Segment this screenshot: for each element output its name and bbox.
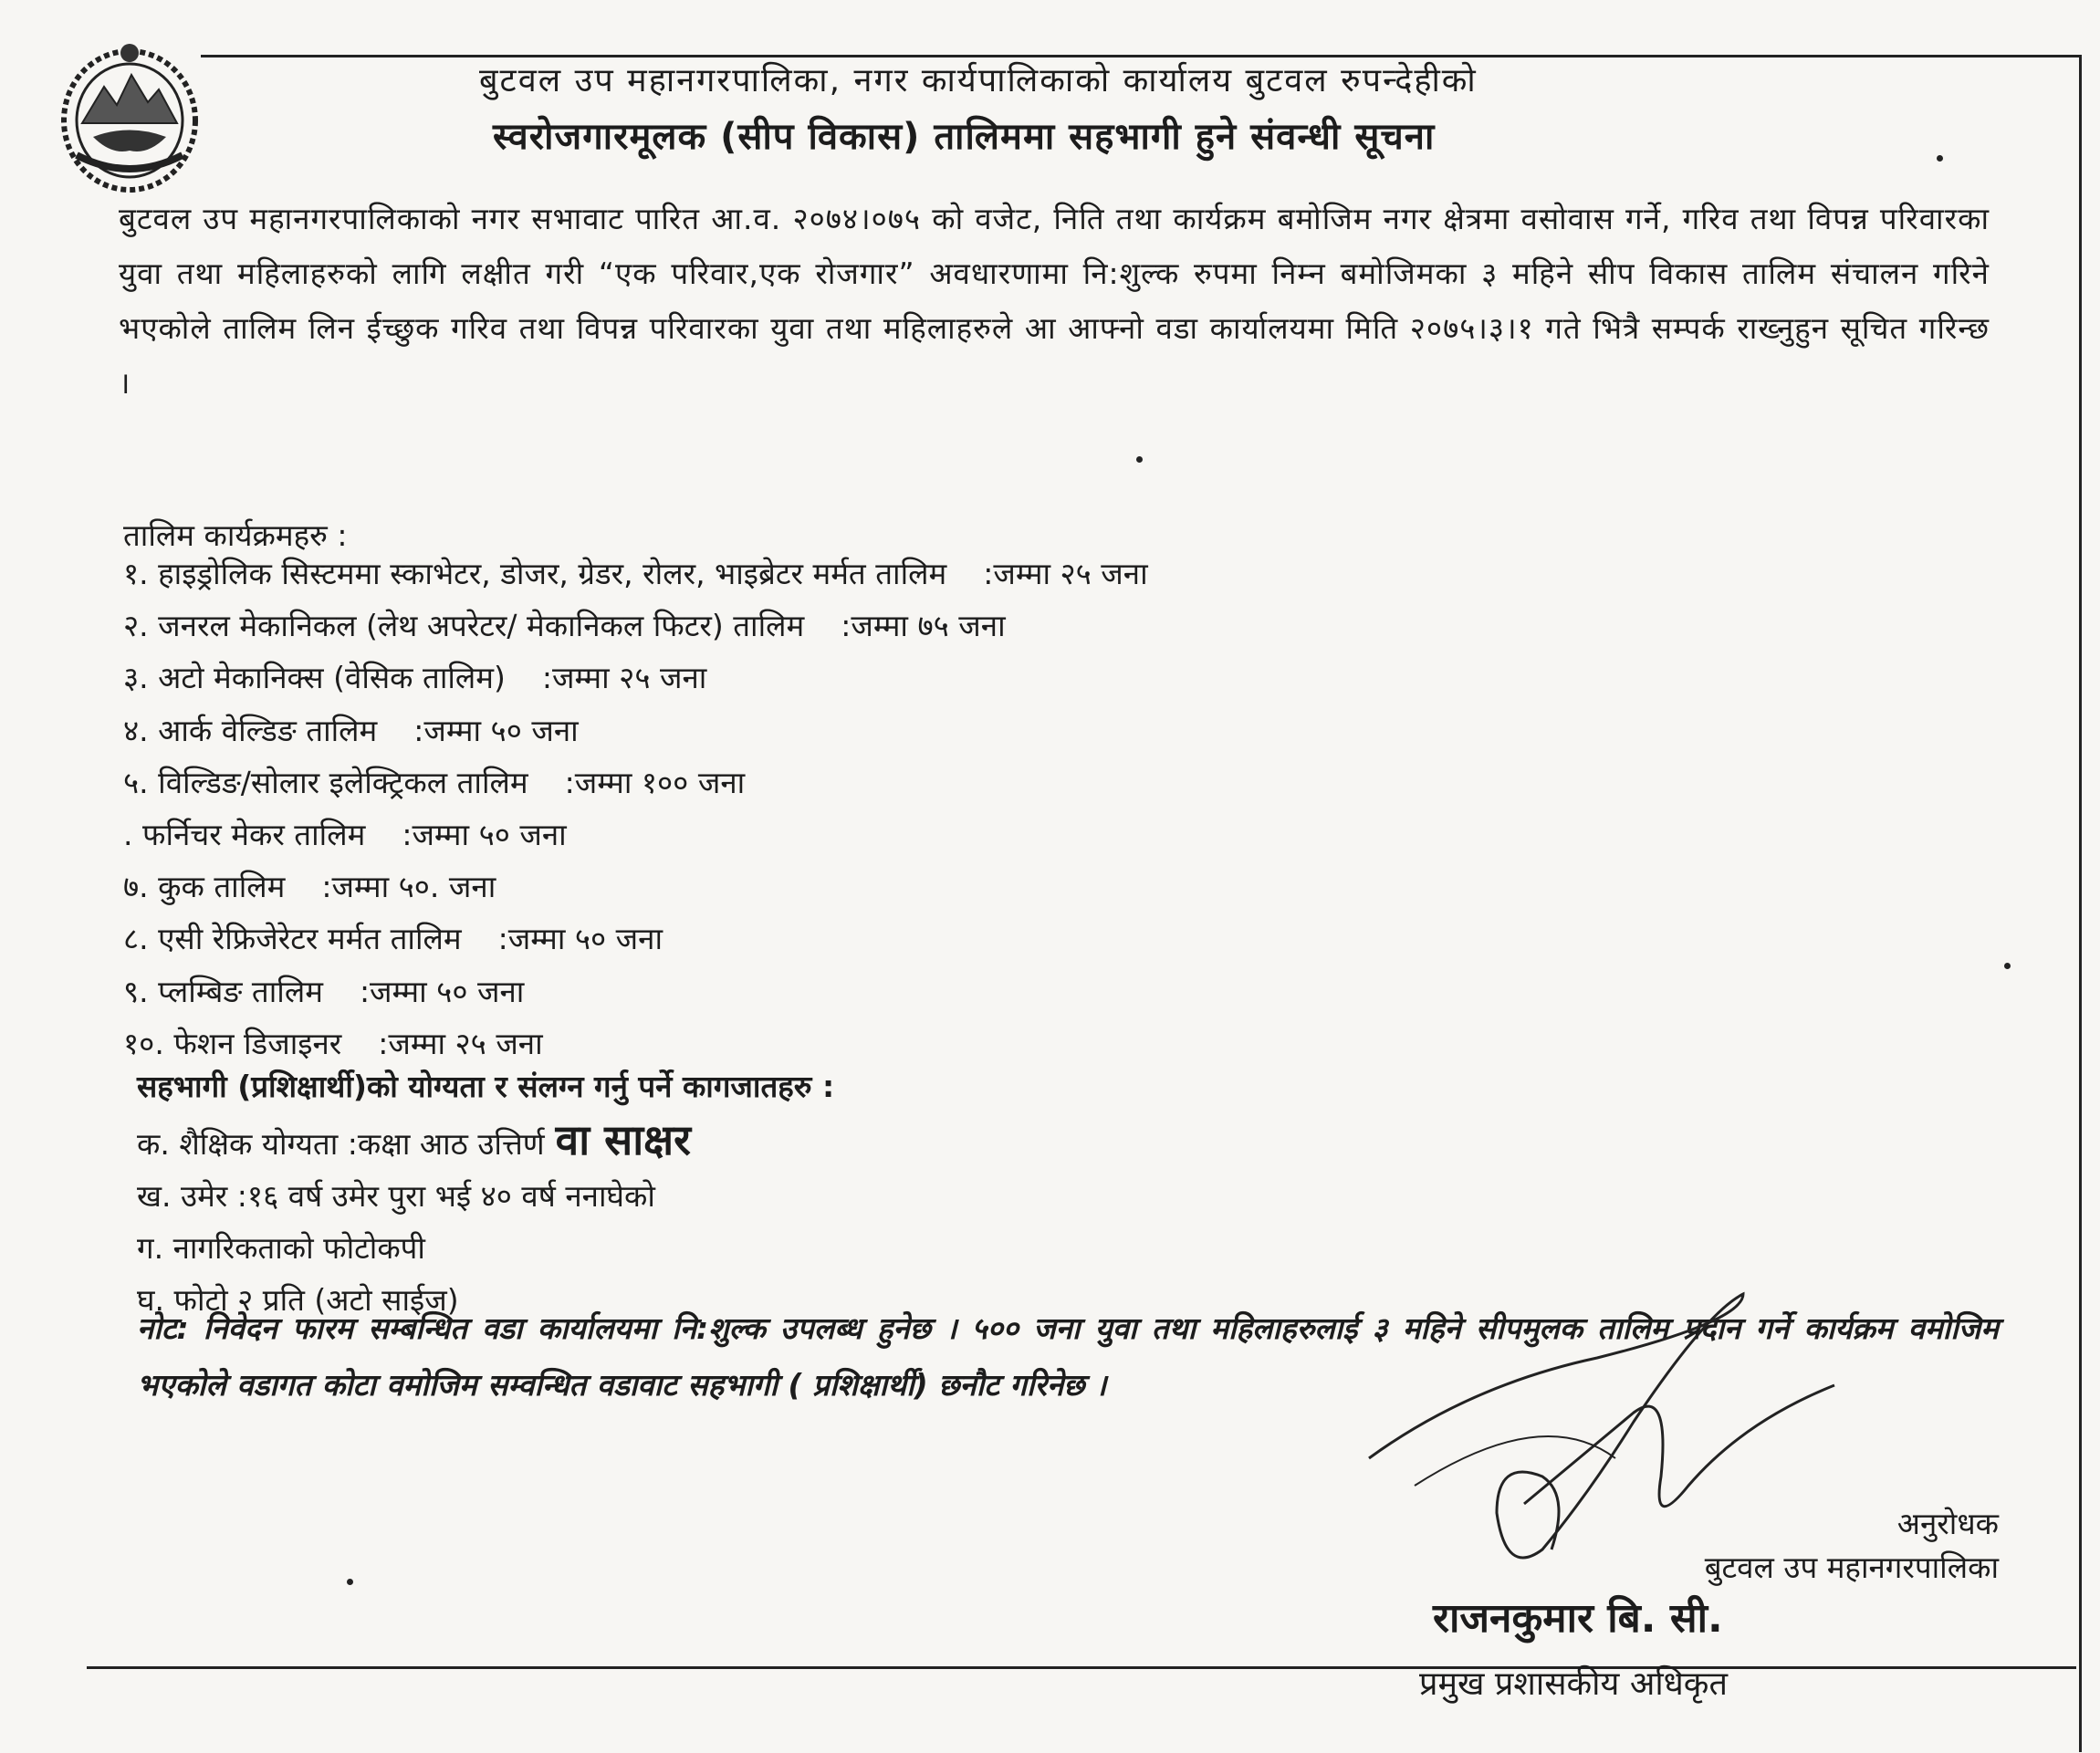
item-number: ४.	[123, 712, 149, 748]
header-office-line: बुटवल उप महानगरपालिका, नगर कार्यपालिकाको कार्यालय बुटवल रुपन्देहीको	[479, 62, 1478, 99]
speck	[2004, 963, 2011, 969]
program-count: :जम्मा २५ जना	[378, 1025, 543, 1061]
list-item	[123, 600, 1148, 652]
list-item	[123, 861, 1148, 913]
program-count: :जम्मा २५ जना	[983, 556, 1148, 591]
item-number: ८.	[123, 921, 149, 957]
program-count: :जम्मा ५० जना	[413, 712, 579, 748]
requirement-text: नागरिकताको फोटोकपी	[172, 1230, 425, 1266]
signoff-block	[1588, 1502, 1999, 1590]
program-count: :जम्मा १०० जना	[564, 764, 746, 800]
item-number: घ.	[137, 1282, 164, 1318]
requirements-list	[137, 1114, 691, 1326]
government-emblem-icon	[57, 37, 203, 196]
list-item	[137, 1170, 691, 1222]
program-name: कुक तालिम	[158, 869, 286, 905]
list-item	[123, 704, 1148, 757]
program-count: :जम्मा २५ जना	[541, 660, 707, 696]
program-name: हाइड्रोलिक सिस्टममा स्काभेटर, डोजर, ग्रेडर, रोलर, भाइब्रेटर मर्मत तालिम	[158, 556, 947, 591]
program-count: :जम्मा ५० जना	[359, 973, 525, 1009]
program-name: आर्क वेल्डिङ तालिम	[158, 712, 378, 748]
list-item	[123, 548, 1148, 600]
handwritten-addition: वा साक्षर	[555, 1115, 691, 1164]
item-number: ५.	[123, 764, 149, 800]
item-number: १०.	[123, 1025, 164, 1061]
program-name: फर्निचर मेकर तालिम	[142, 817, 366, 853]
right-rule	[2079, 55, 2082, 1752]
program-name: फेशन डिजाइनर	[173, 1025, 342, 1061]
speck	[1136, 456, 1143, 463]
speck	[347, 1579, 353, 1585]
item-number: ७.	[123, 869, 149, 905]
signatory-title: प्रमुख प्रशासकीय अधिकृत	[1419, 1665, 1728, 1703]
program-count: :जम्मा ७५ जना	[841, 608, 1006, 644]
item-number: ख.	[137, 1178, 172, 1214]
signoff-office: बुटवल उप महानगरपालिका	[1704, 1550, 1999, 1585]
item-number: ३.	[123, 660, 149, 696]
requirement-text: शैक्षिक योग्यता :कक्षा आठ उत्तिर्ण	[179, 1126, 545, 1162]
signatory-name: राजनकुमार बि. सी.	[1433, 1595, 1723, 1642]
list-item	[123, 809, 1148, 861]
list-item	[137, 1222, 691, 1274]
list-item	[123, 1017, 1148, 1070]
item-number: .	[123, 817, 133, 853]
speck	[1937, 155, 1943, 162]
requirements-heading: सहभागी (प्रशिक्षार्थी)को योग्यता र संलग्न गर्नु पर्ने कागजातहरु :	[137, 1069, 835, 1104]
programs-list	[123, 548, 1148, 1070]
intro-paragraph: बुटवल उप महानगरपालिकाको नगर सभावाट पारित आ.व. २०७४।०७५ को वजेट, निति तथा कार्यक्रम बमोजिम नगर क्षेत्रमा वसोवास गर्ने, गरिव तथा विपन्न परिवारका युवा तथा महिलाहरुको लागि लक्षीत गरी “एक परिवार,एक रोजगार” अवधारणामा नि:शुल्क रुपमा निम्न बमोजिमका ३ महिने सीप विकास तालिम संचालन गरिने भएकोले तालिम लिन ईच्छुक गरिव तथा विपन्न परिवारका युवा तथा महिलाहरुले आ आफ्नो वडा कार्यालयमा मिति २०७५।३।१ गते भित्रै सम्पर्क राख्नुहुन सूचित गरिन्छ ।	[119, 201, 1990, 401]
program-name: एसी रेफ्रिजेरेटर मर्मत तालिम	[158, 921, 462, 957]
list-item	[123, 965, 1148, 1017]
signoff-label: अनुरोधक	[1896, 1506, 1999, 1541]
notice-title: स्वरोजगारमूलक (सीप विकास) तालिममा सहभागी हुने संवन्धी सूचना	[493, 116, 1436, 158]
list-item	[123, 652, 1148, 704]
programs-heading: तालिम कार्यक्रमहरु :	[123, 517, 348, 553]
item-number: १.	[123, 556, 149, 591]
requirement-text: फोटो २ प्रति (अटो साईज)	[173, 1282, 459, 1318]
note-paragraph: नोट: निवेदन फारम सम्बन्धित वडा कार्यालयमा नि:शुल्क उपलब्ध हुनेछ । ५०० जना युवा तथा महिलाहरुलाई ३ महिने सीपमुलक तालिम प्रदान गर्ने कार्यक्रम वमोजिम भएकोले वडागत कोटा वमोजिम सम्वन्धित वडावाट सहभागी ( प्रशिक्षार्थी) छनौट गरिनेछ ।	[137, 1310, 1999, 1403]
item-number: ९.	[123, 973, 149, 1009]
program-count: :जम्मा ५०. जना	[321, 869, 496, 905]
item-number: २.	[123, 608, 149, 644]
program-count: :जम्मा ५० जना	[402, 817, 567, 853]
bottom-rule	[87, 1666, 2076, 1669]
item-number: क.	[137, 1126, 170, 1162]
item-number: ग.	[137, 1230, 164, 1266]
list-item	[137, 1114, 691, 1170]
list-item	[123, 757, 1148, 809]
requirement-text: उमेर :१६ वर्ष उमेर पुरा भई ४० वर्ष ननाघेको	[180, 1178, 655, 1214]
program-name: प्लम्बिङ तालिम	[158, 973, 323, 1009]
program-name: अटो मेकानिक्स (वेसिक तालिम)	[158, 660, 506, 696]
program-name: विल्डिङ/सोलार इलेक्ट्रिकल तालिम	[158, 764, 528, 800]
list-item	[123, 913, 1148, 965]
program-name: जनरल मेकानिकल (लेथ अपरेटर/ मेकानिकल फिटर) तालिम	[158, 608, 805, 644]
program-count: :जम्मा ५० जना	[497, 921, 663, 957]
